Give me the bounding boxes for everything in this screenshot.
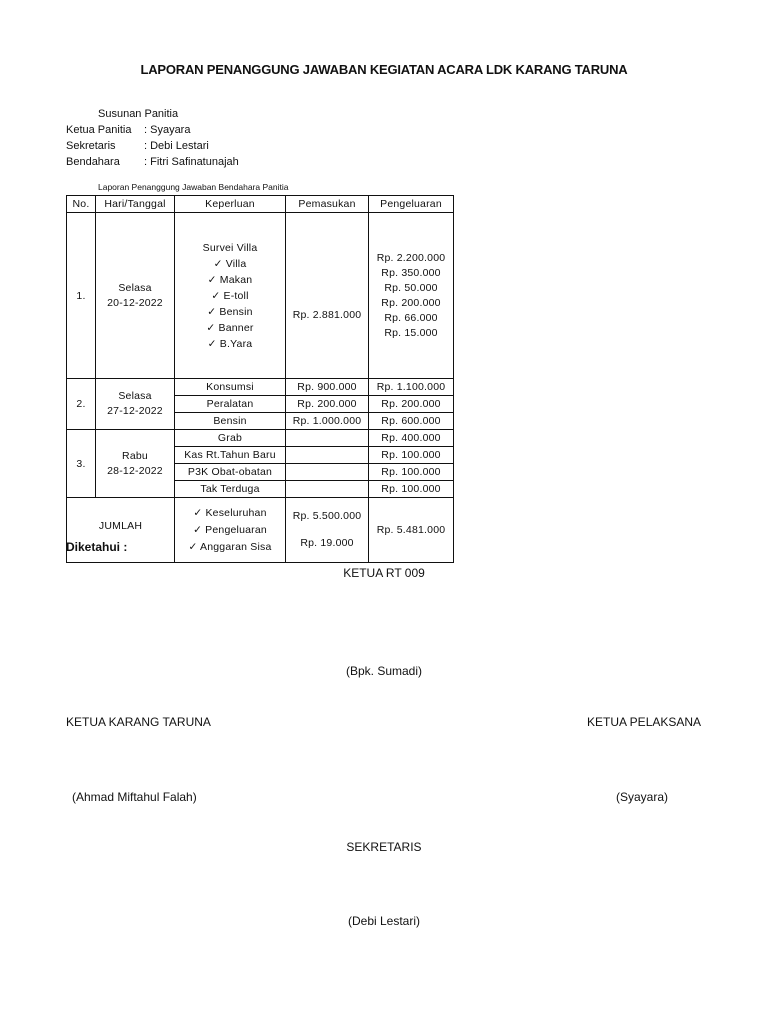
header-pemasukan: Pemasukan [286, 196, 369, 213]
table-row [67, 379, 454, 396]
committee-member [66, 154, 239, 170]
amount: Rp. 50.000 [384, 281, 438, 294]
cell-pemasukan [286, 498, 369, 563]
check-item: ✓ Anggaran Sisa [188, 540, 272, 553]
cell-pengeluaran: Rp. 200.000 [369, 396, 454, 413]
cell-pemasukan: Rp. 1.000.000 [286, 413, 369, 430]
member-name: : Fitri Safinatunajah [144, 156, 239, 168]
committee-member [66, 138, 239, 154]
cell-pemasukan: Rp. 2.881.000 [286, 213, 369, 379]
cell-pemasukan [286, 464, 369, 481]
amount: Rp. 66.000 [384, 311, 438, 324]
cell-keperluan [175, 498, 286, 563]
signature-name-karang-taruna: (Ahmad Miftahul Falah) [72, 790, 197, 804]
cell-day-date [96, 430, 175, 498]
check-item: ✓ Pengeluaran [193, 523, 267, 536]
check-item: ✓ Villa [213, 257, 247, 270]
signature-name-pelaksana: (Syayara) [616, 790, 669, 804]
cell-keperluan: P3K Obat-obatan [175, 464, 286, 481]
member-role: Sekretaris [66, 140, 116, 152]
cell-pemasukan [286, 481, 369, 498]
cell-keperluan: Kas Rt.Tahun Baru [175, 447, 286, 464]
cell-keperluan: Konsumsi [175, 379, 286, 396]
table-row [67, 213, 454, 379]
table-caption: Laporan Penanggung Jawaban Bendahara Panitia [98, 182, 289, 192]
remaining-budget: Rp. 19.000 [300, 537, 354, 549]
total-label: JUMLAH [67, 498, 175, 563]
cell-pengeluaran [369, 213, 454, 379]
cell-pemasukan [286, 430, 369, 447]
signature-name-sekretaris: (Debi Lestari) [347, 914, 421, 928]
amount: Rp. 2.200.000 [376, 251, 446, 264]
member-role: Ketua Panitia [66, 124, 132, 136]
day: Selasa [118, 281, 152, 294]
financial-report-table [66, 195, 454, 563]
cell-day-date [96, 379, 175, 430]
check-item: ✓ E-toll [211, 289, 249, 302]
check-item: ✓ Keseluruhan [193, 506, 267, 519]
cell-pengeluaran: Rp. 400.000 [369, 430, 454, 447]
total-income: Rp. 5.500.000 [292, 510, 362, 522]
signature-title-rt: KETUA RT 009 [343, 566, 425, 580]
cell-keperluan: Peralatan [175, 396, 286, 413]
check-item: ✓ Makan [207, 273, 253, 286]
cell-no: 1. [67, 213, 96, 379]
date: 27-12-2022 [107, 405, 163, 417]
cell-pengeluaran: Rp. 1.100.000 [369, 379, 454, 396]
signature-title-karang-taruna: KETUA KARANG TARUNA [66, 715, 211, 729]
header-pengeluaran: Pengeluaran [369, 196, 454, 213]
cell-pemasukan: Rp. 900.000 [286, 379, 369, 396]
cell-pengeluaran: Rp. 100.000 [369, 464, 454, 481]
committee-heading: Susunan Panitia [98, 108, 179, 120]
amount: Rp. 350.000 [381, 266, 441, 279]
check-item: ✓ Banner [206, 321, 254, 334]
document-title: LAPORAN PENANGGUNG JAWABAN KEGIATAN ACARA LDK KARANG TARUNA [140, 62, 628, 77]
cell-pengeluaran: Rp. 5.481.000 [369, 498, 454, 563]
cell-pengeluaran: Rp. 600.000 [369, 413, 454, 430]
table-header-row [67, 196, 454, 213]
cell-pengeluaran: Rp. 100.000 [369, 481, 454, 498]
cell-keperluan: Bensin [175, 413, 286, 430]
check-item: ✓ B.Yara [207, 337, 253, 350]
cell-keperluan: Tak Terduga [175, 481, 286, 498]
date: 28-12-2022 [107, 464, 163, 477]
amount: Rp. 200.000 [381, 296, 441, 309]
cell-pemasukan: Rp. 200.000 [286, 396, 369, 413]
cell-pengeluaran: Rp. 100.000 [369, 447, 454, 464]
date: 20-12-2022 [107, 296, 163, 309]
signature-name-rt: (Bpk. Sumadi) [345, 664, 423, 678]
cell-no: 2. [67, 379, 96, 430]
table-row [67, 430, 454, 447]
day: Rabu [122, 449, 148, 462]
cell-day-date [96, 213, 175, 379]
keperluan-title: Survei Villa [202, 241, 258, 254]
day: Selasa [118, 390, 152, 402]
cell-keperluan [175, 213, 286, 379]
amount: Rp. 15.000 [384, 326, 438, 339]
header-keperluan: Keperluan [175, 196, 286, 213]
committee-section [66, 106, 239, 170]
member-name: : Debi Lestari [144, 140, 209, 152]
signature-title-sekretaris: SEKRETARIS [346, 840, 422, 854]
member-name: : Syayara [144, 124, 191, 136]
signature-title-pelaksana: KETUA PELAKSANA [587, 715, 702, 729]
check-item: ✓ Bensin [207, 305, 253, 318]
member-role: Bendahara [66, 156, 120, 168]
cell-pemasukan [286, 447, 369, 464]
acknowledged-label: Diketahui : [66, 540, 128, 554]
header-day: Hari/Tanggal [96, 196, 175, 213]
cell-keperluan: Grab [175, 430, 286, 447]
header-no: No. [67, 196, 96, 213]
cell-no: 3. [67, 430, 96, 498]
committee-member [66, 122, 239, 138]
